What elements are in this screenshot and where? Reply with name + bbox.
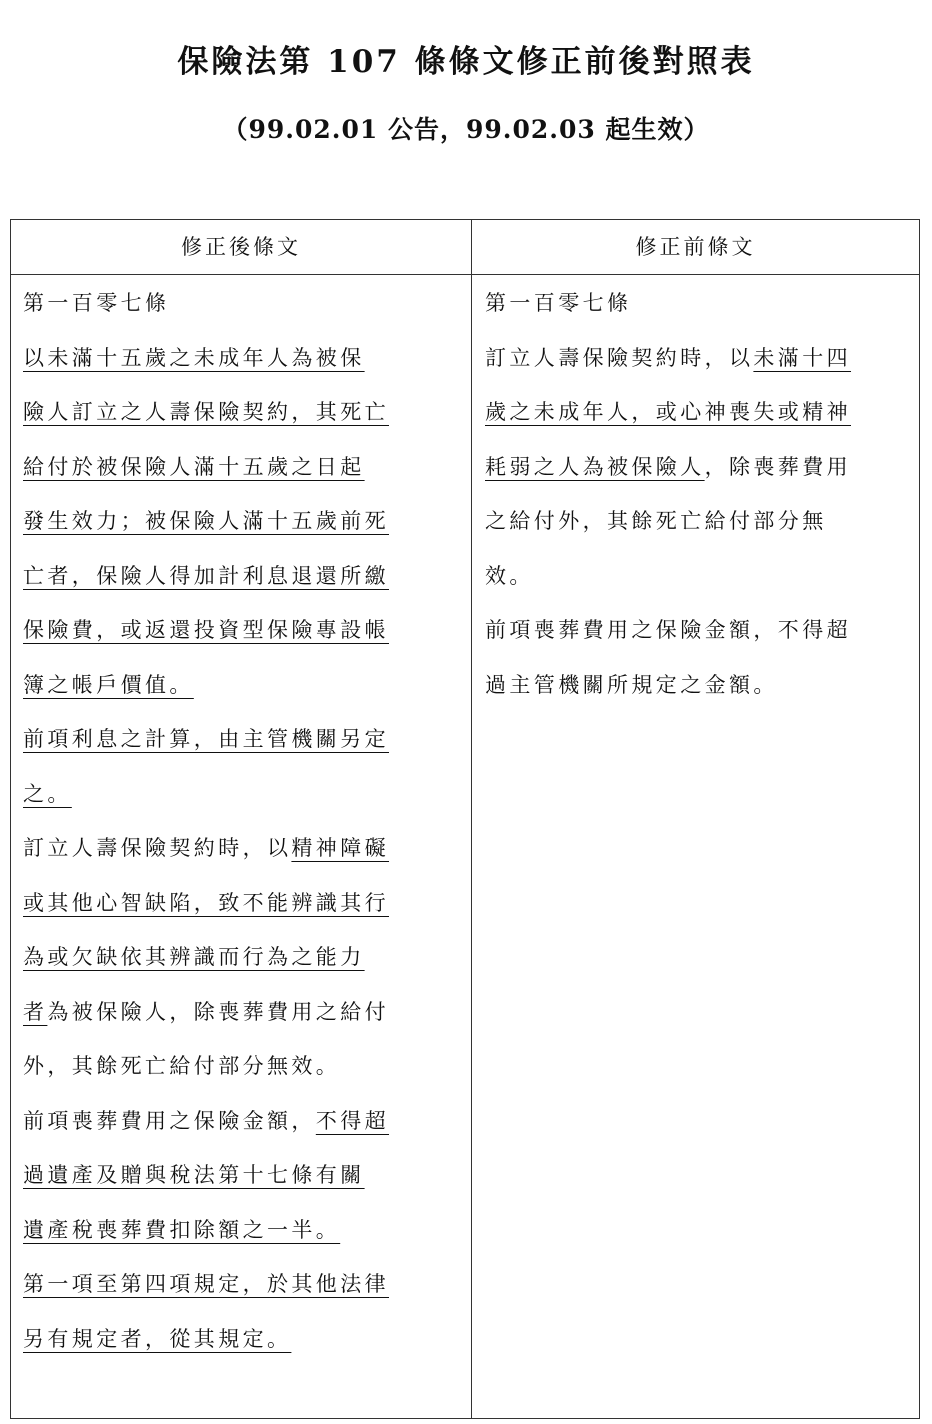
- text-line: [23, 876, 461, 931]
- document-subtitle: （99.02.01 公告，99.02.03 起生效）: [222, 115, 710, 144]
- document-title: 保險法第 107 條條文修正前後對照表: [177, 44, 755, 80]
- text-line: [485, 276, 921, 331]
- text-line: [485, 494, 921, 549]
- original-text-column: [485, 276, 921, 712]
- column-divider: [471, 220, 472, 1418]
- plain-text: 第一百零七條: [485, 291, 632, 315]
- text-line: [23, 385, 461, 440]
- text-line: [23, 985, 461, 1040]
- amended-text-column: [23, 276, 461, 1366]
- text-line: [23, 440, 461, 495]
- plain-text: 效。: [485, 563, 534, 588]
- underlined-text: 保險費，或返還投資型保險專設帳: [23, 618, 389, 642]
- text-line: [485, 440, 921, 495]
- text-line: [485, 331, 921, 386]
- text-line: [23, 930, 461, 985]
- text-line: [23, 767, 461, 822]
- text-line: [23, 603, 461, 658]
- underlined-text: 第一項至第四項規定，於其他法律: [23, 1272, 389, 1296]
- underlined-text: 精神障礙: [291, 836, 390, 860]
- underlined-text: 未滿十四: [753, 345, 852, 370]
- text-line: [23, 494, 461, 549]
- comparison-table: [10, 219, 920, 1419]
- text-line: [23, 658, 461, 713]
- plain-text: 前項喪葬費用之保險金額，: [23, 1108, 316, 1133]
- underlined-text: 遺產稅喪葬費扣除額之一半。: [23, 1217, 341, 1242]
- text-line: [23, 1148, 461, 1203]
- underlined-text: 之。: [23, 781, 72, 806]
- underlined-text: 險人訂立之人壽保險契約，其死亡: [23, 400, 389, 424]
- text-line: [485, 603, 921, 658]
- text-line: [485, 658, 921, 713]
- underlined-text: 為或欠缺依其辨識而行為之能力: [23, 945, 365, 969]
- text-line: [485, 385, 921, 440]
- plain-text: ，除喪葬費用: [704, 454, 852, 479]
- underlined-text: 過遺產及贈與稅法第十七條有關: [23, 1163, 365, 1187]
- underlined-text: 簿之帳戶價值。: [23, 672, 194, 697]
- text-line: [23, 1312, 461, 1367]
- plain-text: 為被保險人，除喪葬費用之給付: [47, 999, 390, 1024]
- plain-text: 訂立人壽保險契約時，以: [23, 836, 292, 860]
- text-line: [23, 1039, 461, 1094]
- underlined-text: 另有規定者，從其規定。: [23, 1326, 292, 1351]
- underlined-text: 耗弱之人為被保險人: [485, 454, 705, 479]
- plain-text: 過主管機關所規定之金額。: [485, 672, 778, 697]
- plain-text: 第一百零七條: [23, 291, 170, 315]
- text-line: [485, 549, 921, 604]
- underlined-text: 發生效力；被保險人滿十五歲前死: [23, 509, 389, 533]
- underlined-text: 不得超: [315, 1108, 390, 1133]
- underlined-text: 歲之未成年人，或心神喪失或精神: [485, 400, 851, 424]
- plain-text: 外，其餘死亡給付部分無效。: [23, 1054, 341, 1078]
- header-original-text: 修正前條文: [635, 235, 756, 259]
- text-line: [23, 331, 461, 386]
- header-amended-text: 修正後條文: [181, 235, 301, 259]
- text-line: [23, 1203, 461, 1258]
- underlined-text: 或其他心智缺陷，致不能辨識其行: [23, 890, 389, 915]
- underlined-text: 給付於被保險人滿十五歲之日起: [23, 454, 365, 479]
- text-line: [23, 712, 461, 767]
- underlined-text: 亡者，保險人得加計利息退還所繳: [23, 563, 389, 588]
- text-line: [23, 821, 461, 876]
- underlined-text: 者: [23, 999, 48, 1024]
- underlined-text: 以未滿十五歲之未成年人為被保: [23, 345, 365, 370]
- text-line: [23, 1094, 461, 1149]
- text-line: [23, 276, 461, 331]
- underlined-text: 前項利息之計算，由主管機關另定: [23, 727, 389, 751]
- header-divider: [11, 274, 919, 275]
- plain-text: 訂立人壽保險契約時，以: [485, 345, 754, 370]
- plain-text: 前項喪葬費用之保險金額，不得超: [485, 618, 851, 642]
- plain-text: 之給付外，其餘死亡給付部分無: [485, 509, 827, 533]
- text-line: [23, 549, 461, 604]
- text-line: [23, 1257, 461, 1312]
